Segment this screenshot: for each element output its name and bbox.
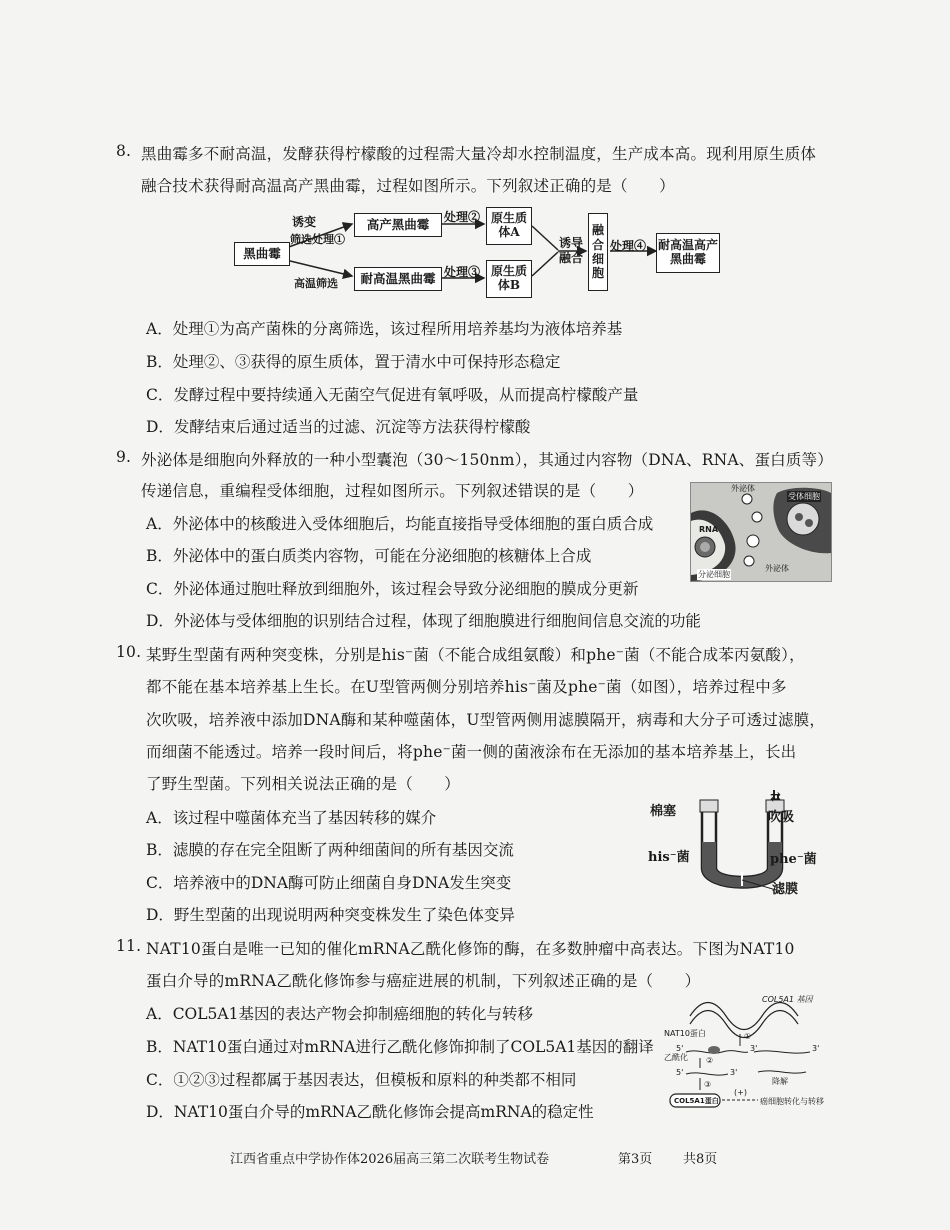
q11-three-prime-2: 3' xyxy=(812,1044,820,1053)
q10-stem-line2: 都不能在基本培养基上生长。在U型管两侧分别培养his⁻菌及phe⁻菌（如图），培养过程中多 xyxy=(146,678,787,696)
q10-label-his: his⁻菌 xyxy=(648,850,690,865)
q8-box-protoplast-b: 原生质体B xyxy=(486,260,532,298)
q10-stem-line1: 某野生型菌有两种突变株，分别是his⁻菌（不能合成组氨酸）和phe⁻菌（不能合成苯丙氨酸）， xyxy=(146,646,805,664)
q10-option-b: B．滤膜的存在完全阻断了两种细菌间的所有基因交流 xyxy=(146,841,514,859)
footer-exam-title: 江西省重点中学协作体2026届高三第二次联考生物试卷 xyxy=(230,1152,550,1167)
q8-stem-line2: 融合技术获得耐高温高产黑曲霉，过程如图所示。下列叙述正确的是（ ） xyxy=(141,177,675,195)
q9-stem-line1: 外泌体是细胞向外释放的一种小型囊泡（30～150nm），其通过内容物（DNA、RNA、蛋白质等） xyxy=(141,451,833,469)
q9-label-exosome-top: 外泌体 xyxy=(731,484,755,493)
q8-label-proc2: 处理② xyxy=(444,210,481,224)
q11-option-a: A．COL5A1基因的表达产物会抑制癌细胞的转化与转移 xyxy=(146,1005,533,1023)
q9-label-exosome-bottom: 外泌体 xyxy=(765,564,789,573)
q11-five-prime-1: 5' xyxy=(676,1044,684,1053)
q10-stem-line4: 而细菌不能透过。培养一段时间后，将phe⁻菌一侧的菌液涂布在无添加的基本培养基上，长出 xyxy=(146,743,797,761)
q10-label-phe: phe⁻菌 xyxy=(770,852,817,867)
q11-label-plus: (+) xyxy=(734,1088,747,1097)
q8-box-fused: 融合细胞 xyxy=(588,213,608,291)
q8-label-proc3: 处理③ xyxy=(444,265,481,279)
q11-three-prime-3: 3' xyxy=(730,1068,738,1077)
q10-blow-arrows: ⇄ xyxy=(770,790,781,805)
q8-option-b: B．处理②、③获得的原生质体，置于清水中可保持形态稳定 xyxy=(146,353,561,371)
q11-option-d: D．NAT10蛋白介导的mRNA乙酰化修饰会提高mRNA的稳定性 xyxy=(146,1103,594,1121)
q11-stem-line2: 蛋白介导的mRNA乙酰化修饰参与癌症进展的机制，下列叙述正确的是（ ） xyxy=(146,972,701,990)
q8-label-mutagen: 诱变 xyxy=(292,215,317,229)
q9-label-rna: RNA xyxy=(699,525,719,534)
q11-step1: ① xyxy=(744,1032,752,1041)
q11-label-gene: COL5A1 基因 xyxy=(762,995,813,1004)
q10-label-membrane: 滤膜 xyxy=(772,882,799,897)
q10-option-c: C．培养液中的DNA酶可防止细菌自身DNA发生突变 xyxy=(146,874,512,892)
q9-label-receptor: 受体细胞 xyxy=(788,492,820,501)
q8-stem-line1: 黑曲霉多不耐高温，发酵获得柠檬酸的过程需大量冷却水控制温度，生产成本高。现利用原生质体 xyxy=(141,145,817,163)
q9-label-secreting: 分泌细胞 xyxy=(698,570,730,579)
q10-option-a: A．该过程中噬菌体充当了基因转移的媒介 xyxy=(146,809,437,827)
q9-option-b: B．外泌体中的蛋白质类内容物，可能在分泌细胞的核糖体上合成 xyxy=(146,547,592,565)
footer-total-pages: 共8页 xyxy=(683,1152,718,1167)
q9-exosome-figure xyxy=(690,482,832,582)
q11-option-b: B．NAT10蛋白通过对mRNA进行乙酰化修饰抑制了COL5A1基因的翻译 xyxy=(146,1038,654,1056)
q8-box-protoplast-a: 原生质体A xyxy=(486,207,532,245)
q10-number: 10. xyxy=(116,643,142,661)
q8-box-final: 耐高温高产黑曲霉 xyxy=(656,233,720,273)
q8-box-high-yield: 高产黑曲霉 xyxy=(354,213,442,237)
q11-three-prime-1: 3' xyxy=(750,1044,758,1053)
q11-label-degrade: 降解 xyxy=(772,1077,788,1086)
q9-stem-line2: 传递信息，重编程受体细胞，过程如图所示。下列叙述错误的是（ ） xyxy=(141,482,644,500)
q11-label-effect: 癌细胞转化与转移 xyxy=(760,1097,824,1106)
q11-label-acetyl: 乙酰化 xyxy=(664,1053,688,1062)
q11-number: 11. xyxy=(116,937,142,955)
q9-option-d: D．外泌体与受体细胞的识别结合过程，体现了细胞膜进行细胞间信息交流的功能 xyxy=(146,612,701,630)
q8-option-a: A．处理①为高产菌株的分离筛选，该过程所用培养基均为液体培养基 xyxy=(146,320,623,338)
q10-stem-line3: 次吹吸，培养液中添加DNA酶和某种噬菌体，U型管两侧用滤膜隔开，病毒和大分子可透过滤膜， xyxy=(146,711,826,729)
q10-label-blow: 吹吸 xyxy=(768,810,795,825)
q8-option-c: C．发酵过程中要持续通入无菌空气促进有氧呼吸，从而提高柠檬酸产量 xyxy=(146,386,639,404)
q9-option-c: C．外泌体通过胞吐释放到细胞外，该过程会导致分泌细胞的膜成分更新 xyxy=(146,580,639,598)
q11-step2: ② xyxy=(706,1056,714,1065)
q9-option-a: A．外泌体中的核酸进入受体细胞后，均能直接指导受体细胞的蛋白质合成 xyxy=(146,515,654,533)
q8-option-d: D．发酵结束后通过适当的过滤、沉淀等方法获得柠檬酸 xyxy=(146,418,531,436)
q8-label-heat-screen: 高温筛选 xyxy=(294,277,338,290)
q11-step3: ③ xyxy=(704,1080,712,1089)
q8-label-proc4: 处理④ xyxy=(610,239,647,253)
q11-option-c: C．①②③过程都属于基因表达，但模板和原料的种类都不相同 xyxy=(146,1071,577,1089)
q8-box-heat-tolerant: 耐高温黑曲霉 xyxy=(354,267,442,291)
q10-stem-line5: 了野生型菌。下列相关说法正确的是（ ） xyxy=(146,775,461,793)
q10-label-cotton: 棉塞 xyxy=(650,804,677,819)
q11-stem-line1: NAT10蛋白是唯一已知的催化mRNA乙酰化修饰的酶，在多数肿瘤中高表达。下图为NAT10 xyxy=(146,940,795,958)
q8-label-screen1: 筛选处理① xyxy=(290,233,345,246)
q11-label-protein: COL5A1蛋白 xyxy=(674,1097,719,1105)
q9-number: 9. xyxy=(116,448,132,466)
q8-number: 8. xyxy=(116,142,132,160)
q11-mechanism-figure xyxy=(662,994,844,1114)
q11-label-nat10: NAT10蛋白 xyxy=(664,1029,706,1038)
q8-label-induce: 诱导融合 xyxy=(558,236,583,265)
q8-box-start: 黑曲霉 xyxy=(234,242,290,266)
q11-five-prime-2: 5' xyxy=(676,1068,684,1077)
q10-option-d: D．野生型菌的出现说明两种突变株发生了染色体变异 xyxy=(146,906,515,924)
footer-page-number: 第3页 xyxy=(618,1152,653,1167)
